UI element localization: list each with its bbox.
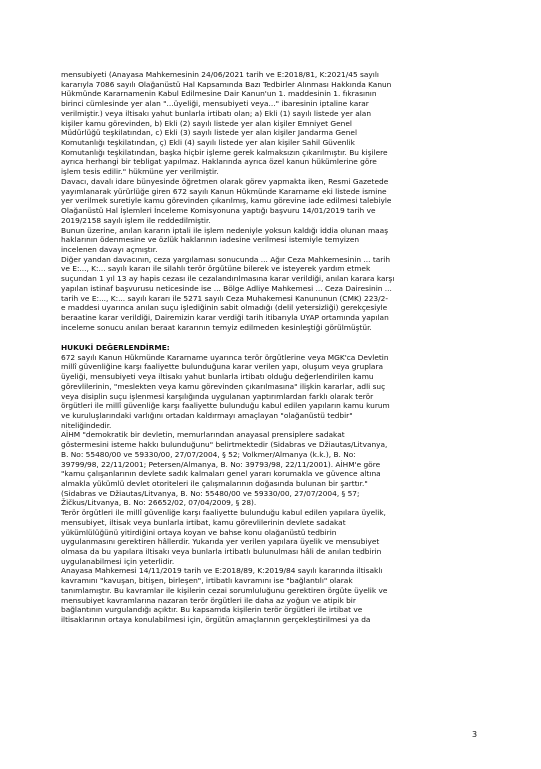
- text-line: kavramını "kavuşan, bitişen, birleşen", irtibatlı kavramını ise "bağlantılı" olarak: [61, 576, 353, 586]
- text-line: incelenen davayı açmıştır.: [61, 244, 158, 254]
- legal-assessment-heading: HUKUKİ DEĞERLENDİRME:: [61, 342, 170, 352]
- text-line: ve E:..., K:... sayılı kararı ile silahlı terör örgütüne bilerek ve isteyerek yardım etmek: [61, 264, 371, 274]
- text-line: birinci cümlesinde yer alan "...üyeliği, mensubiyeti veya..." ibaresinin iptaline karar: [61, 99, 369, 109]
- text-line: 39799/98, 22/11/2001; Petersen/Almanya, B. No: 39793/98, 22/11/2001). AİHM'e göre: [61, 459, 381, 469]
- text-line: ve kuruluşlarındaki varlığını ortadan kaldırmayı amaçlayan "olağanüstü tedbir": [61, 410, 353, 420]
- text-line: B. No: 55480/00 ve 59330/00, 27/07/2004, § 52; Volkmer/Almanya (k.k.), B. No:: [61, 449, 356, 459]
- text-line: verilmiştir.) veya iltisakı yahut bunlarla irtibatı olan; a) Ekli (1) sayılı listede yer alan: [61, 108, 372, 118]
- text-line: Olağanüstü Hal İşlemleri İnceleme Komisyonuna yaptığı başvuru 14/01/2019 tarih ve: [61, 206, 376, 216]
- text-line: Hükmünde Kararnamenin Kabul Edilmesine Dair Kanun'un 1. maddesinin 1. fıkrasının: [61, 89, 377, 99]
- text-line: Diğer yandan davacının, ceza yargılaması sonucunda ... Ağır Ceza Mahkemesinin ... tarih: [61, 254, 391, 264]
- text-line: Žičkus/Litvanya, B. No: 26652/02, 07/04/2009, § 28).: [61, 498, 257, 508]
- legal-assessment-section: [61, 353, 479, 625]
- text-line: veya disiplin suçu işlenmesi karşılığında uygulanan yaptırımlardan farklı olarak terör: [61, 391, 374, 401]
- text-line: tanımlamıştır. Bu kavramlar ile kişilerin cezai sorumluluğunu gerektiren örgüte üyelik ve: [61, 585, 388, 595]
- text-line: örgütleri ile millî güvenliğe karşı faaliyette bulunduğu kabul edilen yapıların kamu kurum: [61, 401, 390, 411]
- text-line: bağlantının vurgulandığı açıktır. Bu kapsamda kişilerin terör örgütleri ile irtibat ve: [61, 605, 363, 615]
- document-body: [61, 70, 479, 625]
- text-line: yapılan istinaf başvurusu neticesinde ise ... Bölge Adliye Mahkemesi ... Ceza Dairesinin ...: [61, 283, 392, 293]
- text-line: ayrıca herhangi bir tebligat yapılmaz. Haklarında ayrıca özel kanun hükümlerine göre: [61, 157, 377, 167]
- text-line: uygulanmasını gerektiren hâllerdir. Yukarıda yer verilen yapılara üyelik ve mensubiyet: [61, 537, 380, 547]
- text-line: yükümlülüğünü yitirdiğini ortaya koyan ve bahse konu olağanüstü tedbirin: [61, 527, 337, 537]
- text-line: işlem tesis edilir." hükmüne yer verilmiştir.: [61, 167, 219, 177]
- text-line: Müdürlüğü teşkilatından, c) Ekli (3) sayılı listede yer alan kişiler Jandarma Genel: [61, 128, 357, 138]
- text-line: yayımlanarak yürürlüğe giren 672 sayılı Kanun Hükmünde Kararname eki listede ismine: [61, 186, 387, 196]
- facts-section: [61, 70, 479, 332]
- page-number: 3: [472, 730, 478, 739]
- text-line: beraatine karar verildiği, Dairemizin karar verdiği tarih itibarıyla UYAP ortamında yapılan: [61, 312, 389, 322]
- text-line: üyeliği, mensubiyeti veya iltisakı yahut bunlarla irtibatı olduğu değerlendirilen kamu: [61, 372, 374, 382]
- text-line: mensubiyeti (Anayasa Mahkemesinin 24/06/2021 tarih ve E:2018/81, K:2021/45 sayılı: [61, 70, 379, 79]
- text-line: görevlilerinin, "meslekten veya kamu görevinden çıkarılmasına" ilişkin kararlar, adli suç: [61, 381, 386, 391]
- text-line: mensubiyet kavramlarına nazaran terör örgütleri ile daha az yoğun ve atipik bir: [61, 595, 356, 605]
- text-line: mensubiyet, iltisak veya bunlarla irtibat, kamu görevlilerinin devlete sadakat: [61, 517, 346, 527]
- text-line: olmasa da bu yapılara iltisakı veya bunlarla irtibatlı bulunulması hâli de anılan tedbirin: [61, 547, 382, 556]
- text-line: 672 sayılı Kanun Hükmünde Kararname uyarınca terör örgütlerine veya MGK'ca Devletin: [61, 352, 389, 362]
- text-line: kişiler kamu görevinden, b) Ekli (2) sayılı listede yer alan kişiler Emniyet Genel: [61, 118, 352, 128]
- text-line: 2019/2158 sayılı işlem ile reddedilmiştir.: [61, 215, 211, 225]
- text-line: "kamu çalışanlarının devlete sadık kalmaları genel yararı korumakla ve güvence altına: [61, 469, 381, 479]
- text-line: Komutanlığı teşkilatından, ç) Ekli (4) sayılı listede yer alan kişiler Sahil Güvenlik: [61, 138, 355, 148]
- text-line: niteliğindedir.: [61, 420, 112, 430]
- text-line: suçundan 1 yıl 13 ay hapis cezası ile cezalandırılmasına karar verildiği, anılan karara karşı: [61, 274, 395, 284]
- text-line: Davacı, davalı idare bünyesinde öğretmen olarak görev yapmakta iken, Resmi Gazetede: [61, 176, 389, 186]
- text-line: inceleme sonucu anılan beraat kararının temyiz edilmeden kesinleştiği görülmüştür.: [61, 322, 372, 332]
- text-line: Terör örgütleri ile millî güvenliğe karşı faaliyette bulunduğu kabul edilen yapılara üyelik,: [61, 508, 386, 518]
- text-line: millî güvenliğine karşı faaliyette bulunduğuna karar verilen yapı, oluşum veya gruplara: [61, 362, 384, 372]
- text-line: Bunun üzerine, anılan kararın iptali ile işlem nedeniyle yoksun kaldığı iddia olunan maaş: [61, 225, 389, 235]
- text-line: Komutanlığı teşkilatından, başka hiçbir işleme gerek kalmaksızın çıkarılmıştır. Bu kişilere: [61, 147, 388, 157]
- text-line: (Sidabras ve Džiautas/Litvanya, B. No: 55480/00 ve 59330/00, 27/07/2004, § 57;: [61, 488, 360, 498]
- text-line: göstermesini isteme hakkı bulunduğunu" belirtmektedir (Sidabras ve Džiautas/Litvanya,: [61, 440, 388, 450]
- text-line: e maddesi uyarınca anılan suçu işlediğinin sabit olmadığı (delil yetersizliği) gerekçesiyle: [61, 303, 388, 313]
- text-line: haklarının ödenmesine ve özlük haklarının iadesine verilmesi istemiyle temyizen: [61, 235, 360, 245]
- text-line: AİHM "demokratik bir devletin, memurlarından anayasal prensiplere sadakat: [61, 430, 345, 440]
- text-line: kararıyla 7086 sayılı Olağanüstü Hal Kapsamında Bazı Tedbirler Alınması Hakkında Kanun: [61, 79, 392, 89]
- text-line: almakla yükümlü devlet otoriteleri ile çalışmalarının doğasında bulunan bir şarttır.": [61, 478, 368, 488]
- text-line: tarih ve E:..., K:... sayılı kararı ile 5271 sayılı Ceza Muhakemesi Kanununun (CMK) 223/2-: [61, 293, 388, 303]
- text-line: yer verilmek suretiyle kamu görevinden çıkarılmış, kamu görevine iade edilmesi talebiyle: [61, 196, 392, 206]
- text-line: uygulanabilmesi için yeterlidir.: [61, 556, 175, 566]
- text-line: Anayasa Mahkemesi 14/11/2019 tarih ve E:2018/89, K:2019/84 sayılı kararında iltisaklı: [61, 566, 383, 576]
- text-line: iltisaklarının ortaya konulabilmesi için, örgütün amaçlarının gerçekleştirilmesi ya da: [61, 615, 371, 625]
